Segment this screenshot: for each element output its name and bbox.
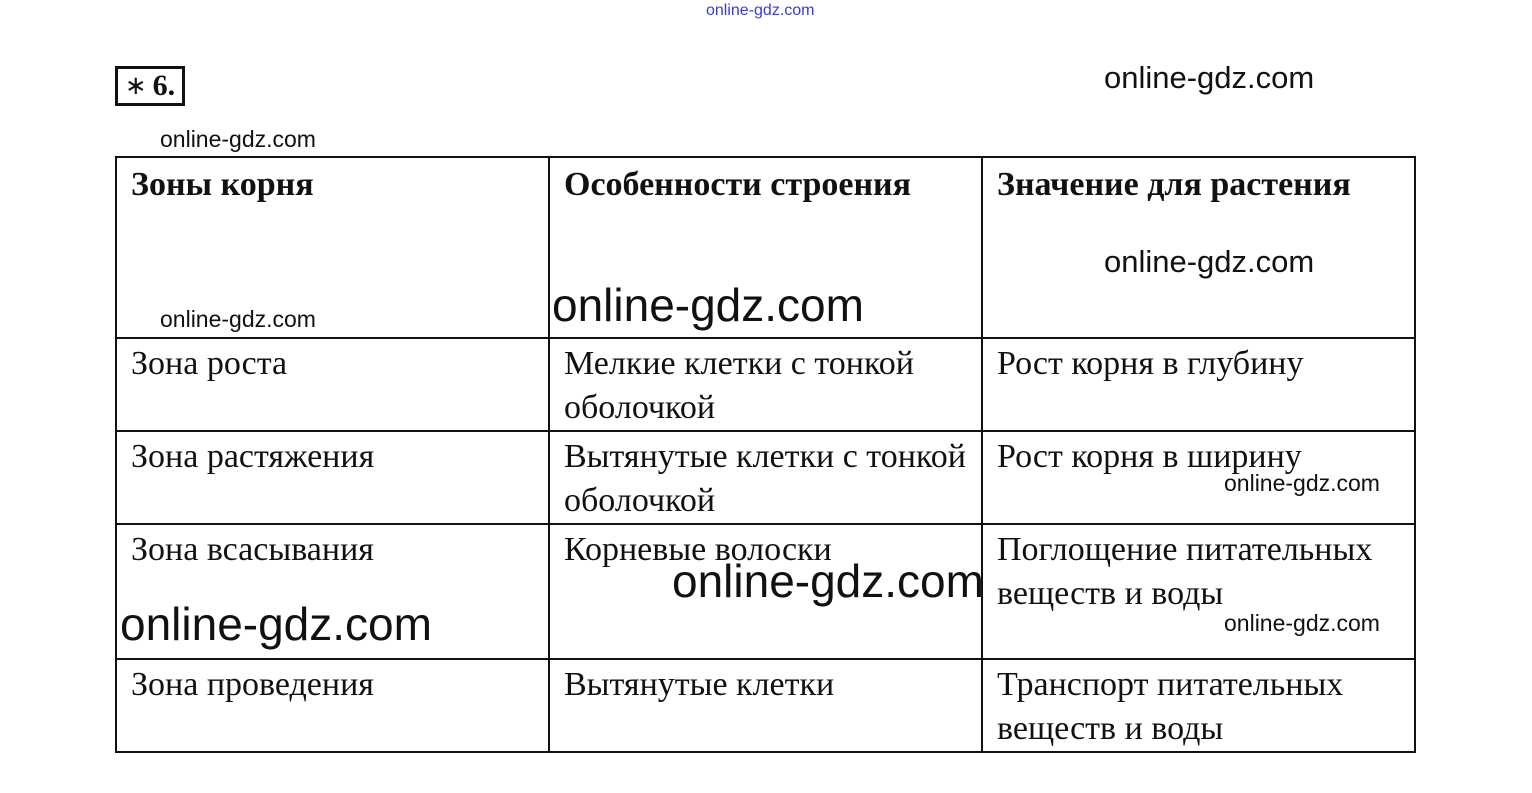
header-zones: Зоны корня <box>116 157 549 338</box>
watermark-row3-left-large: online-gdz.com <box>120 598 432 650</box>
cell-zone: Зона растяжения <box>116 431 549 524</box>
table-row <box>116 659 1415 752</box>
watermark-row2-col3: online-gdz.com <box>1224 470 1380 496</box>
watermark-right-top: online-gdz.com <box>1104 60 1315 95</box>
cell-significance: Рост корня в глубину <box>982 338 1415 431</box>
cell-structure: Корневые волоски <box>549 524 982 659</box>
watermark-header-col2-large: online-gdz.com <box>552 279 864 331</box>
cell-structure: Мелкие клетки с тонкой оболочкой <box>549 338 982 431</box>
watermark-header-col1: online-gdz.com <box>160 306 316 332</box>
asterisk-icon: ∗ <box>124 71 147 100</box>
watermark-top: online-gdz.com <box>706 2 815 19</box>
cell-structure: Вытянутые клетки <box>549 659 982 752</box>
header-structure: Особенности строения <box>549 157 982 338</box>
cell-significance: Транспорт питательных веществ и воды <box>982 659 1415 752</box>
cell-zone: Зона проведения <box>116 659 549 752</box>
header-significance: Значение для растения <box>982 157 1415 338</box>
task-number-box <box>115 66 185 106</box>
table-row <box>116 338 1415 431</box>
cell-zone: Зона роста <box>116 338 549 431</box>
cell-significance: Поглощение питательных веществ и воды <box>982 524 1415 659</box>
watermark-row3-center-large: online-gdz.com <box>672 555 984 607</box>
cell-structure: Вытянутые клетки с тонкой оболочкой <box>549 431 982 524</box>
task-number: 6. <box>152 69 176 102</box>
table-row <box>116 431 1415 524</box>
cell-significance: Рост корня в ширину <box>982 431 1415 524</box>
watermark-row3-col3: online-gdz.com <box>1224 610 1380 636</box>
cell-zone: Зона всасывания <box>116 524 549 659</box>
watermark-header-col3: online-gdz.com <box>1104 244 1315 279</box>
watermark-above-table: online-gdz.com <box>160 126 316 152</box>
